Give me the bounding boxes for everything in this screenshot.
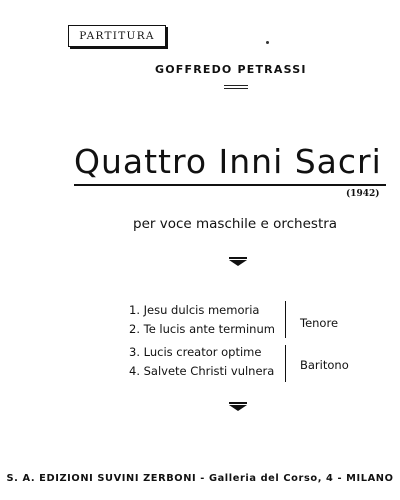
title-underline bbox=[74, 184, 386, 186]
partitura-label: PARTITURA bbox=[79, 30, 155, 42]
composition-year: (1942) bbox=[346, 189, 380, 199]
voice-label-baritono: Baritono bbox=[300, 358, 349, 372]
publisher-line: S. A. EDIZIONI SUVINI ZERBONI - Galleria del Corso, 4 - MILANO bbox=[6, 473, 394, 484]
ornament-arrow-down-icon bbox=[229, 405, 247, 411]
work-title: Quattro Inni Sacri bbox=[74, 142, 382, 181]
voice-bracket-tenore bbox=[285, 301, 286, 338]
piece-item: 3. Lucis creator optime bbox=[129, 345, 262, 359]
piece-item: 2. Te lucis ante terminum bbox=[129, 322, 275, 336]
composer-rule bbox=[224, 85, 248, 89]
ornament-arrow-down-icon bbox=[229, 260, 247, 266]
voice-label-tenore: Tenore bbox=[300, 316, 339, 330]
composer-name: GOFFREDO PETRASSI bbox=[155, 63, 307, 76]
ink-dot bbox=[266, 41, 269, 44]
partitura-label-box bbox=[68, 25, 166, 47]
voice-bracket-baritono bbox=[285, 345, 286, 382]
piece-item: 1. Jesu dulcis memoria bbox=[129, 303, 260, 317]
piece-item: 4. Salvete Christi vulnera bbox=[129, 364, 275, 378]
instrumentation-subtitle: per voce maschile e orchestra bbox=[133, 216, 338, 232]
